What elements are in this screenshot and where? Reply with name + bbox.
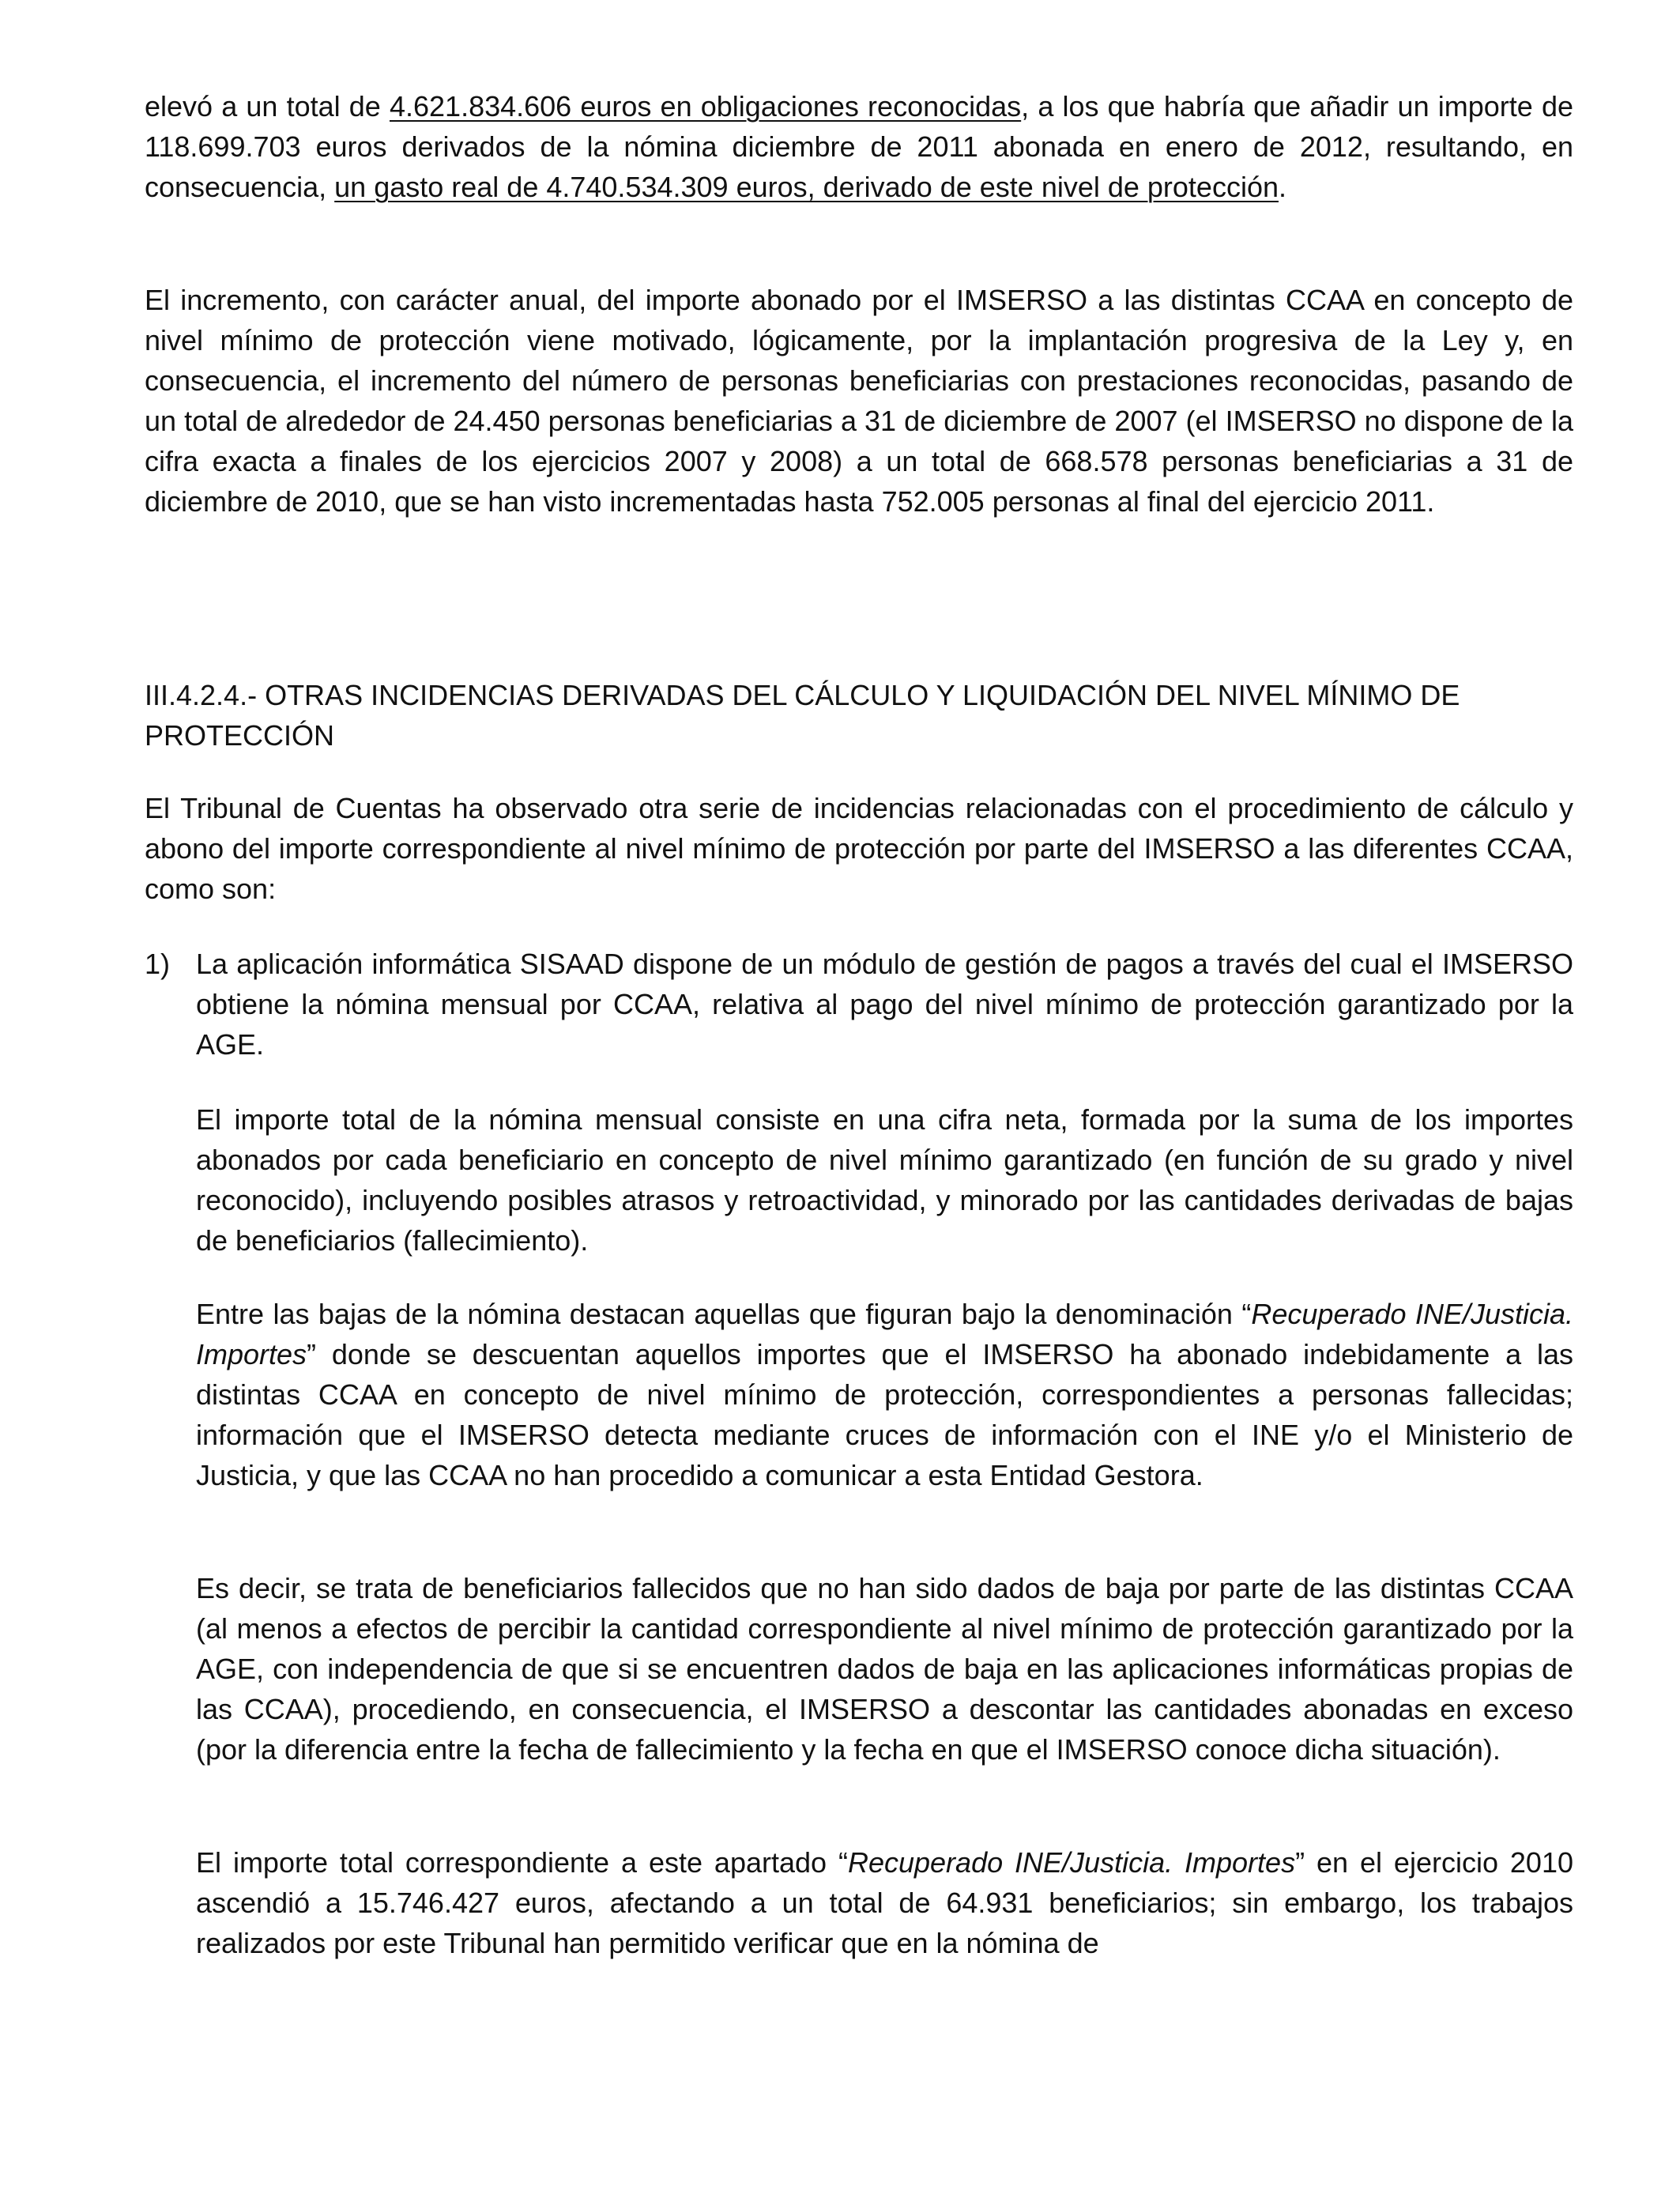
- p7-text-a: El importe total correspondiente a este apartado “: [196, 1846, 848, 1879]
- p1-text-e: .: [1279, 171, 1287, 203]
- underlined-obligaciones: 4.621.834.606 euros en obligaciones reconocidas: [389, 90, 1022, 123]
- p5-text-c: ” donde se descuentan aquellos importes que el IMSERSO ha abonado indebidamente a las distintas CCAA en concepto de nivel mínimo de protección, correspondientes a personas fallecidas; información que el IMSERSO detecta mediante cruces de información con el INE y/o el Ministerio de Justicia, y que las CCAA no han procedido a comunicar a esta Entidad Gestora.: [196, 1338, 1573, 1491]
- paragraph-bajas-nomina: [196, 1294, 1573, 1495]
- paragraph-obligaciones: [145, 86, 1573, 207]
- list-item-sisaad: La aplicación informática SISAAD dispone de un módulo de gestión de pagos a través del cual el IMSERSO obtiene la nómina mensual por CCAA, relativa al pago del nivel mínimo de protección garantizado por la AGE.: [196, 948, 1573, 1061]
- list-number: 1): [145, 948, 171, 980]
- paragraph-importe-nomina: El importe total de la nómina mensual consiste en una cifra neta, formada por la suma de los importes abonados por cada beneficiario en concepto de nivel mínimo garantizado (en función de su grado y nivel reconocido), incluyendo posibles atrasos y retroactividad, y minorado por las cantidades derivadas de bajas de beneficiarios (fallecimiento).: [196, 1103, 1573, 1257]
- paragraph-importe-total: [196, 1842, 1573, 1963]
- underlined-gasto-real: un gasto real de 4.740.534.309 euros, derivado de este nivel de protección: [334, 171, 1279, 203]
- paragraph-incidencias-intro: El Tribunal de Cuentas ha observado otra serie de incidencias relacionadas con el procedimiento de cálculo y abono del importe correspondiente al nivel mínimo de protección por parte del IMSERSO a las diferentes CCAA, como son:: [145, 792, 1573, 905]
- italic-recuperado-2: Recuperado INE/Justicia. Importes: [847, 1846, 1296, 1879]
- italic-recuperado: Recuperado INE/Justicia. Importes: [196, 1298, 1573, 1370]
- p7-text-c: ” en el ejercicio 2010 ascendió a 15.746.427 euros, afectando a un total de 64.931 beneficiarios; sin embargo, los trabajos realizados por este Tribunal han permitido verificar que en la nómina de: [196, 1846, 1573, 1959]
- paragraph-incremento: El incremento, con carácter anual, del importe abonado por el IMSERSO a las distintas CCAA en concepto de nivel mínimo de protección viene motivado, lógicamente, por la implantación progresiva de la Ley y, en consecuencia, el incremento del número de personas beneficiarias con prestaciones reconocidas, pasando de un total de alrededor de 24.450 personas beneficiarias a 31 de diciembre de 2007 (el IMSERSO no dispone de la cifra exacta a finales de los ejercicios 2007 y 2008) a un total de 668.578 personas beneficiarias a 31 de diciembre de 2010, que se han visto incrementadas hasta 752.005 personas al final del ejercicio 2011.: [145, 284, 1573, 518]
- p5-text-a: Entre las bajas de la nómina destacan aquellas que figuran bajo la denominación “: [196, 1298, 1252, 1330]
- section-heading: III.4.2.4.- OTRAS INCIDENCIAS DERIVADAS DEL CÁLCULO Y LIQUIDACIÓN DEL NIVEL MÍNIMO DE PROTECCIÓN: [145, 679, 1460, 752]
- p1-text-a: elevó a un total de: [145, 90, 390, 123]
- paragraph-fallecidos: Es decir, se trata de beneficiarios fallecidos que no han sido dados de baja por parte de las distintas CCAA (al menos a efectos de percibir la cantidad correspondiente al nivel mínimo de protección garantizado por la AGE, con independencia de que si se encuentren dados de baja en las aplicaciones informáticas propias de las CCAA), procediendo, en consecuencia, el IMSERSO a descontar las cantidades abonadas en exceso (por la diferencia entre la fecha de fallecimiento y la fecha en que el IMSERSO conoce dicha situación).: [196, 1572, 1573, 1766]
- p1-text-c: , a los que habría que añadir un importe de 118.699.703 euros derivados de la nómina diciembre de 2011 abonada en enero de 2012, resultando, en consecuencia,: [145, 90, 1573, 203]
